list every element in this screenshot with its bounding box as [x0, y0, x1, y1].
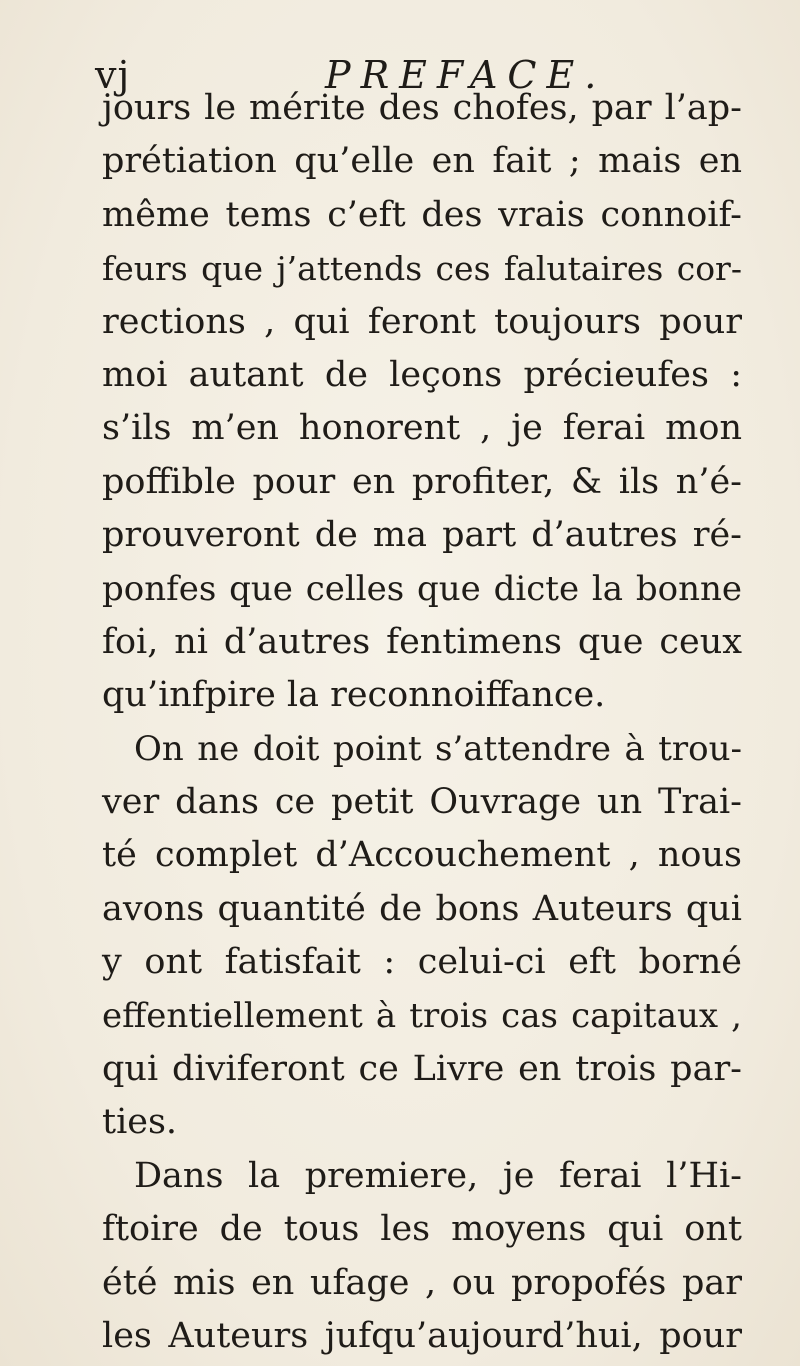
- page-number: vj: [95, 53, 131, 97]
- running-title: PREFACE.: [325, 53, 607, 97]
- text-line: ties.: [102, 1102, 178, 1143]
- text-line: ponfes que celles que dicte la bonne: [102, 568, 742, 609]
- text-line: ftoire de tous les moyens qui ont: [102, 1209, 742, 1250]
- text-line: y ont fatisfait : celui-ci eft borné: [102, 942, 742, 983]
- body-text: [102, 82, 742, 1363]
- text-line: jours le mérite des chofes, par l’ap-: [102, 88, 742, 128]
- text-line: été mis en ufage , ou propofés par: [102, 1262, 742, 1303]
- text-line: même tems c’eft des vrais connoif-: [102, 194, 742, 235]
- text-line: effentiellement à trois cas capitaux ,: [102, 995, 742, 1036]
- text-line: rections , qui feront toujours pour: [102, 301, 742, 342]
- text-line: On ne doit point s’attendre à trou-: [134, 728, 742, 769]
- text-line: foi, ni d’autres fentimens que ceux: [102, 621, 742, 662]
- text-line: Dans la premiere, je ferai l’Hi-: [134, 1155, 742, 1196]
- text-line: poffible pour en profiter, & ils n’é-: [102, 461, 742, 502]
- text-line: prouveront de ma part d’autres ré-: [102, 515, 742, 556]
- text-line: s’ils m’en honorent , je ferai mon: [102, 408, 742, 449]
- text-line: moi autant de leçons précieufes :: [102, 354, 742, 395]
- text-line: té complet d’Accouchement , nous: [102, 835, 742, 876]
- text-line: feurs que j’attends ces falutaires cor-: [102, 249, 742, 289]
- text-line: qu’infpire la reconnoiffance.: [102, 675, 606, 716]
- text-line: ver dans ce petit Ouvrage un Trai-: [102, 782, 742, 823]
- text-line: avons quantité de bons Auteurs qui: [102, 888, 742, 929]
- text-line: les Auteurs jufqu’aujourd’hui, pour: [102, 1315, 742, 1356]
- text-line: prétiation qu’elle en fait ; mais en: [102, 141, 742, 182]
- text-line: qui diviferont ce Livre en trois par-: [102, 1049, 742, 1090]
